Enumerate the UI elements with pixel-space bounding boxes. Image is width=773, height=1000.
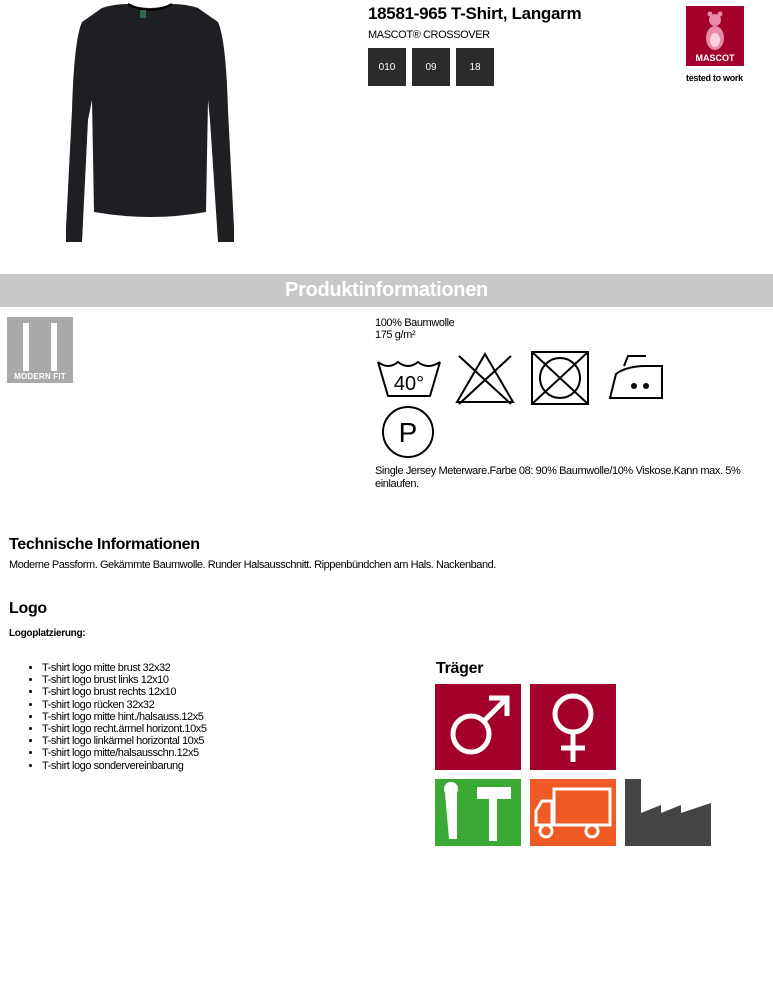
material-weight: 175 g/m² bbox=[375, 329, 416, 341]
svg-text:P: P bbox=[398, 417, 418, 448]
wearer-heading: Träger bbox=[436, 660, 484, 677]
technical-text: Moderne Passform. Gekämmte Baumwolle. Runder Halsausschnitt. Rippenbündchen am Hals. Nackenband. bbox=[9, 559, 496, 571]
wash-40-icon bbox=[374, 350, 444, 406]
product-image bbox=[40, 0, 260, 250]
logo-placement-label: Logoplatzierung: bbox=[9, 628, 86, 639]
svg-text:MASCOT: MASCOT bbox=[695, 53, 735, 63]
material-info bbox=[375, 317, 454, 341]
logo-heading: Logo bbox=[9, 600, 47, 617]
color-swatch-18[interactable]: 18 bbox=[456, 48, 494, 86]
color-swatch-09[interactable]: 09 bbox=[412, 48, 450, 86]
tools-icon bbox=[435, 779, 521, 846]
list-item: • T-shirt logo mitte hint./halsauss.12x5 bbox=[42, 711, 206, 723]
female-icon bbox=[530, 684, 616, 770]
fit-badge bbox=[7, 317, 73, 383]
iron-icon bbox=[606, 350, 670, 406]
material-composition: 100% Baumwolle bbox=[375, 317, 455, 329]
list-item: • T-shirt logo brust rechts 12x10 bbox=[42, 686, 206, 698]
list-item: • T-shirt logo linkärmel horizontal 10x5 bbox=[42, 735, 206, 747]
dry-clean-p-icon bbox=[380, 404, 436, 460]
list-item: • T-shirt logo sondervereinbarung bbox=[42, 760, 206, 772]
factory-icon bbox=[625, 779, 711, 846]
product-line: MASCOT® CROSSOVER bbox=[368, 29, 490, 41]
svg-text:40°: 40° bbox=[393, 373, 425, 395]
mascot-logo bbox=[686, 6, 744, 66]
color-swatch-010[interactable]: 010 bbox=[368, 48, 406, 86]
list-item: • T-shirt logo mitte/halsausschn.12x5 bbox=[42, 747, 206, 759]
section-banner: Produktinformationen bbox=[0, 274, 773, 307]
no-bleach-icon bbox=[453, 350, 517, 406]
logo-placement-list bbox=[28, 662, 206, 772]
list-item: • T-shirt logo rücken 32x32 bbox=[42, 699, 206, 711]
list-item: • T-shirt logo mitte brust 32x32 bbox=[42, 662, 206, 674]
brand-tagline: tested to work bbox=[686, 73, 743, 83]
technical-heading: Technische Informationen bbox=[9, 536, 200, 553]
no-tumble-dry-icon bbox=[528, 350, 592, 406]
list-item: • T-shirt logo recht.ärmel horizont.10x5 bbox=[42, 723, 206, 735]
material-description: Single Jersey Meterware.Farbe 08: 90% Baumwolle/10% Viskose.Kann max. 5% einlaufen. bbox=[375, 465, 741, 490]
fit-label: MODERN FIT bbox=[14, 372, 66, 381]
male-icon bbox=[435, 684, 521, 770]
truck-icon bbox=[530, 779, 616, 846]
product-title: 18581-965 T-Shirt, Langarm bbox=[368, 4, 582, 23]
list-item: • T-shirt logo brust links 12x10 bbox=[42, 674, 206, 686]
